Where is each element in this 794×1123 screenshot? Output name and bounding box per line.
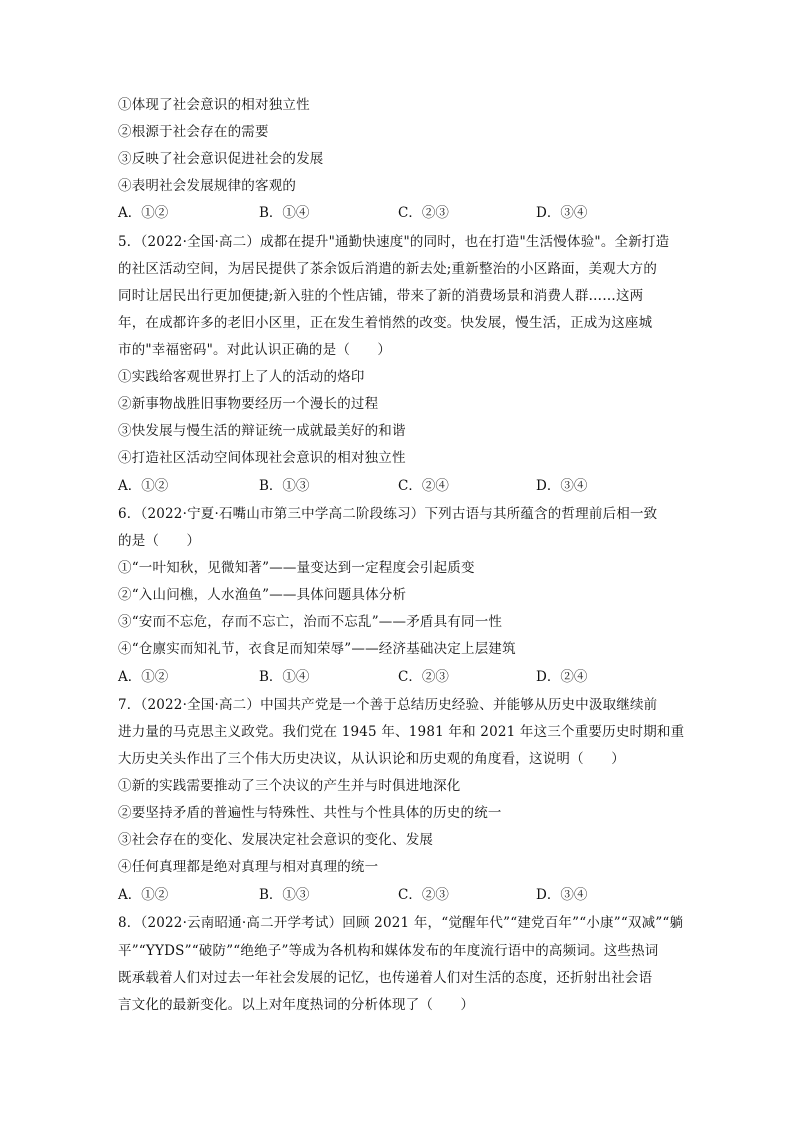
- statement: ①新的实践需要推动了三个决议的产生并与时俱进地深化: [118, 778, 461, 794]
- option-d[interactable]: D．②④: [536, 669, 588, 685]
- option-a[interactable]: A．①②: [118, 478, 169, 494]
- option-b[interactable]: B．①④: [259, 669, 310, 685]
- question-5-text-line: 市的"幸福密码"。对此认识正确的是（ ）: [118, 342, 392, 358]
- question-6-text-line: 6．（2022·宁夏·石嘴山市第三中学高二阶段练习）下列古语与其所蕴含的哲理前后相一致: [118, 506, 658, 522]
- question-8-text-line: 平”“YYDS”“破防”“绝绝子”等成为各机构和媒体发布的年度流行语中的高频词。这些热词: [118, 943, 659, 959]
- question-5-text-line: 的社区活动空间，为居民提供了茶余饭后消遣的新去处;重新整治的小区路面，美观大方的: [118, 261, 658, 277]
- statement: ①“一叶知秋，见微知著”——量变达到一定程度会引起质变: [118, 560, 475, 576]
- question-5-text-line: 同时让居民出行更加便捷;新入驻的个性店铺，带来了新的消费场景和消费人群……这两: [118, 288, 644, 304]
- question-5-text-line: 5．（2022·全国·高二）成都在提升"通勤快速度"的同时，也在打造"生活慢体验"。全新打造: [118, 234, 670, 250]
- option-a[interactable]: A．①②: [118, 887, 169, 903]
- question-8-text-line: 既承载着人们对过去一年社会发展的记忆，也传递着人们对生活的态度，还折射出社会语: [118, 970, 653, 986]
- question-7-text-line: 大历史关头作出了三个伟大历史决议，从认识论和历史观的角度看，这说明（ ）: [118, 751, 625, 767]
- statement: ②“入山问樵，人水渔鱼”——具体问题具体分析: [118, 587, 407, 603]
- option-a[interactable]: A．①②: [118, 669, 169, 685]
- option-c[interactable]: C．②③: [398, 205, 449, 221]
- question-7-text-line: 7．（2022·全国·高二）中国共产党是一个善于总结历史经验、并能够从历史中汲取继续前: [118, 697, 658, 713]
- statement: ②新事物战胜旧事物要经历一个漫长的过程: [118, 396, 379, 412]
- statement: ②要坚持矛盾的普遍性与特殊性、共性与个性具体的历史的统一: [118, 805, 502, 821]
- statement: ②根源于社会存在的需要: [118, 124, 269, 140]
- statement: ④任何真理都是绝对真理与相对真理的统一: [118, 859, 379, 875]
- statement: ④“仓廪实而知礼节，衣食足而知荣辱”——经济基础决定上层建筑: [118, 641, 516, 657]
- statement: ④打造社区活动空间体现社会意识的相对独立性: [118, 450, 406, 466]
- question-7-text-line: 进力量的马克思主义政党。我们党在 1945 年、1981 年和 2021 年这三个重要历史时期和重: [118, 724, 685, 740]
- option-a[interactable]: A．①②: [118, 205, 169, 221]
- option-d[interactable]: D．③④: [536, 478, 588, 494]
- answer-options: [118, 667, 678, 687]
- option-d[interactable]: D．③④: [536, 205, 588, 221]
- answer-options: [118, 885, 678, 905]
- statement: ③反映了社会意识促进社会的发展: [118, 151, 324, 167]
- statement: ④表明社会发展规律的客观的: [118, 178, 297, 194]
- question-6-text-line: 的是（ ）: [118, 533, 201, 549]
- option-c[interactable]: C．②③: [398, 669, 449, 685]
- question-8-text-line: 8．（2022·云南昭通·高二开学考试）回顾 2021 年，“觉醒年代”“建党百年”“小康”“双减”“躺: [118, 915, 684, 931]
- option-b[interactable]: B．①③: [259, 478, 310, 494]
- option-b[interactable]: B．①④: [259, 205, 310, 221]
- question-8-text-line: 言文化的最新变化。以上对年度热词的分析体现了（ ）: [118, 997, 475, 1013]
- statement: ①体现了社会意识的相对独立性: [118, 97, 310, 113]
- option-c[interactable]: C．②③: [398, 887, 449, 903]
- answer-options: [118, 203, 678, 223]
- option-d[interactable]: D．③④: [536, 887, 588, 903]
- statement: ③社会存在的变化、发展决定社会意识的变化、发展: [118, 832, 434, 848]
- statement: ③快发展与慢生活的辩证统一成就最美好的和谐: [118, 423, 406, 439]
- question-5-text-line: 年，在成都许多的老旧小区里，正在发生着悄然的改变。快发展，慢生活，正成为这座城: [118, 315, 653, 331]
- option-c[interactable]: C．②④: [398, 478, 449, 494]
- statement: ①实践给客观世界打上了人的活动的烙印: [118, 369, 365, 385]
- answer-options: [118, 476, 678, 496]
- option-b[interactable]: B．①③: [259, 887, 310, 903]
- statement: ③“安而不忘危，存而不忘亡，治而不忘乱”——矛盾具有同一性: [118, 614, 503, 630]
